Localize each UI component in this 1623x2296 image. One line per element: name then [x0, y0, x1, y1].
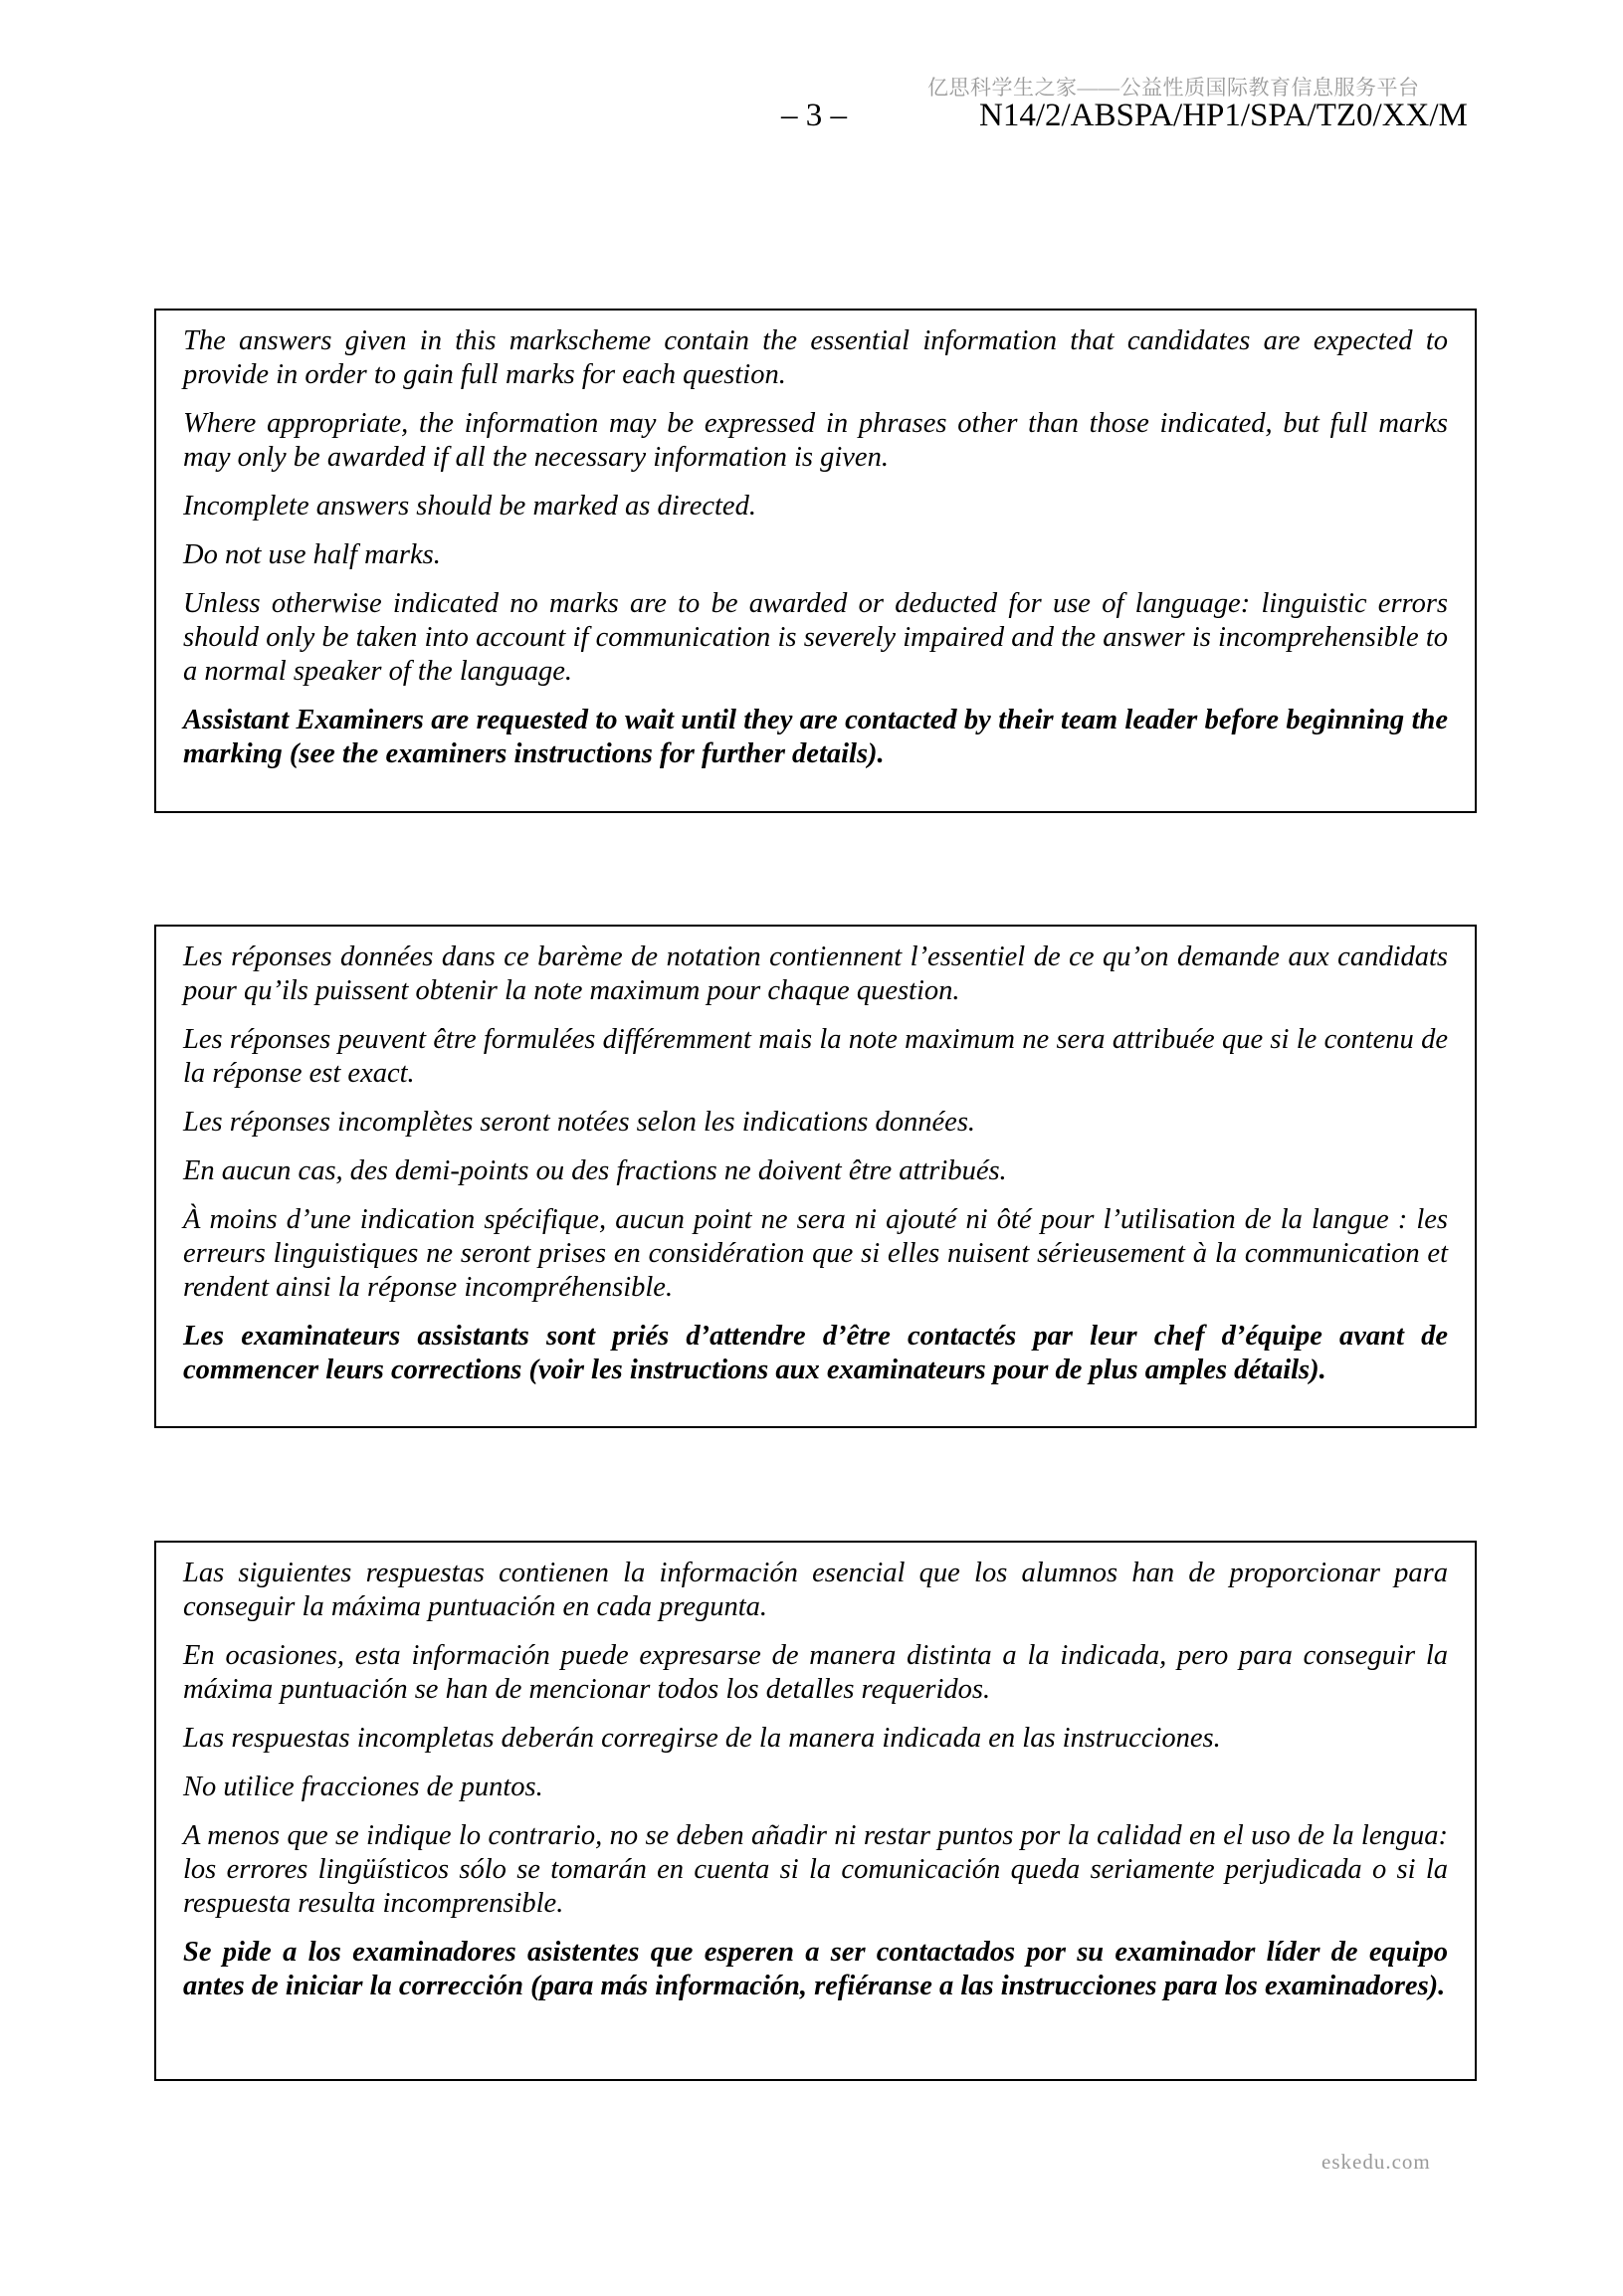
instructions-box-english [154, 309, 1477, 813]
paragraph-assistant-examiners: Les examinateurs assistants sont priés d’attendre d’être contactés par leur chef d’équipe avant de commencer leurs corrections (voir les instructions aux examinateurs pour de plus amples détails). [183, 1321, 1448, 1385]
paragraph-language-errors: A menos que se indique lo contrario, no se deben añadir ni restar puntos por la calidad en el uso de la lengua: los errores lingüísticos sólo se tomarán en cuenta si la comunicación queda seriamente perjudicada o si la respuesta resulta incomprensible. [183, 1820, 1448, 1919]
instructions-box-french [154, 925, 1477, 1428]
paragraph-half-marks: Do not use half marks. [183, 539, 441, 570]
paragraph-essential-info: Les réponses données dans ce barème de notation contiennent l’essentiel de ce qu’on demande aux candidats pour qu’ils puissent obtenir la note maximum pour chaque question. [183, 941, 1448, 1006]
paragraph-assistant-examiners: Se pide a los examinadores asistentes que esperen a ser contactados por su examinador líder de equipo antes de iniciar la corrección (para más información, refiéranse a las instrucciones para los examinadores). [183, 1937, 1448, 2001]
paragraph-language-errors: Unless otherwise indicated no marks are to be awarded or deducted for use of language: linguistic errors should only be taken into account if communication is severely impaired and the answer is incomprehensible to a normal speaker of the language. [183, 588, 1448, 687]
paragraph-alternative-phrasing: En ocasiones, esta información puede expresarse de manera distinta a la indicada, pero para conseguir la máxima puntuación se han de mencionar todos los detalles requeridos. [183, 1640, 1448, 1705]
paragraph-half-marks: En aucun cas, des demi-points ou des fractions ne doivent être attribués. [183, 1155, 1007, 1186]
paragraph-assistant-examiners: Assistant Examiners are requested to wait until they are contacted by their team leader before beginning the marking (see the examiners instructions for further details). [183, 705, 1448, 769]
paragraph-essential-info: Las siguientes respuestas contienen la información esencial que los alumnos han de proporcionar para conseguir la máxima puntuación en cada pregunta. [183, 1558, 1448, 1622]
paragraph-alternative-phrasing: Les réponses peuvent être formulées différemment mais la note maximum ne sera attribuée que si le contenu de la réponse est exact. [183, 1024, 1448, 1089]
paragraph-incomplete-answers: Las respuestas incompletas deberán corregirse de la manera indicada en las instrucciones. [183, 1723, 1221, 1754]
footer-watermark: eskedu.com [1321, 2150, 1431, 2174]
instructions-box-spanish [154, 1541, 1477, 2081]
paragraph-incomplete-answers: Incomplete answers should be marked as directed. [183, 491, 756, 522]
paragraph-essential-info: The answers given in this markscheme contain the essential information that candidates are expected to provide in order to gain full marks for each question. [183, 325, 1448, 390]
paragraph-half-marks: No utilice fracciones de puntos. [183, 1772, 543, 1802]
paragraph-incomplete-answers: Les réponses incomplètes seront notées selon les indications données. [183, 1107, 976, 1138]
header-watermark: 亿思科学生之家——公益性质国际教育信息服务平台 [927, 76, 1420, 100]
page-number: – 3 – [781, 98, 847, 133]
paragraph-language-errors: À moins d’une indication spécifique, aucun point ne sera ni ajouté ni ôté pour l’utilisation de la langue : les erreurs linguistiques ne seront prises en considération que si elles nuisent sérieusement à la communication et rendent ainsi la réponse incompréhensible. [183, 1204, 1448, 1303]
document-code: N14/2/ABSPA/HP1/SPA/TZ0/XX/M [979, 98, 1468, 133]
paragraph-alternative-phrasing: Where appropriate, the information may be expressed in phrases other than those indicated, but full marks may only be awarded if all the necessary information is given. [183, 408, 1448, 473]
